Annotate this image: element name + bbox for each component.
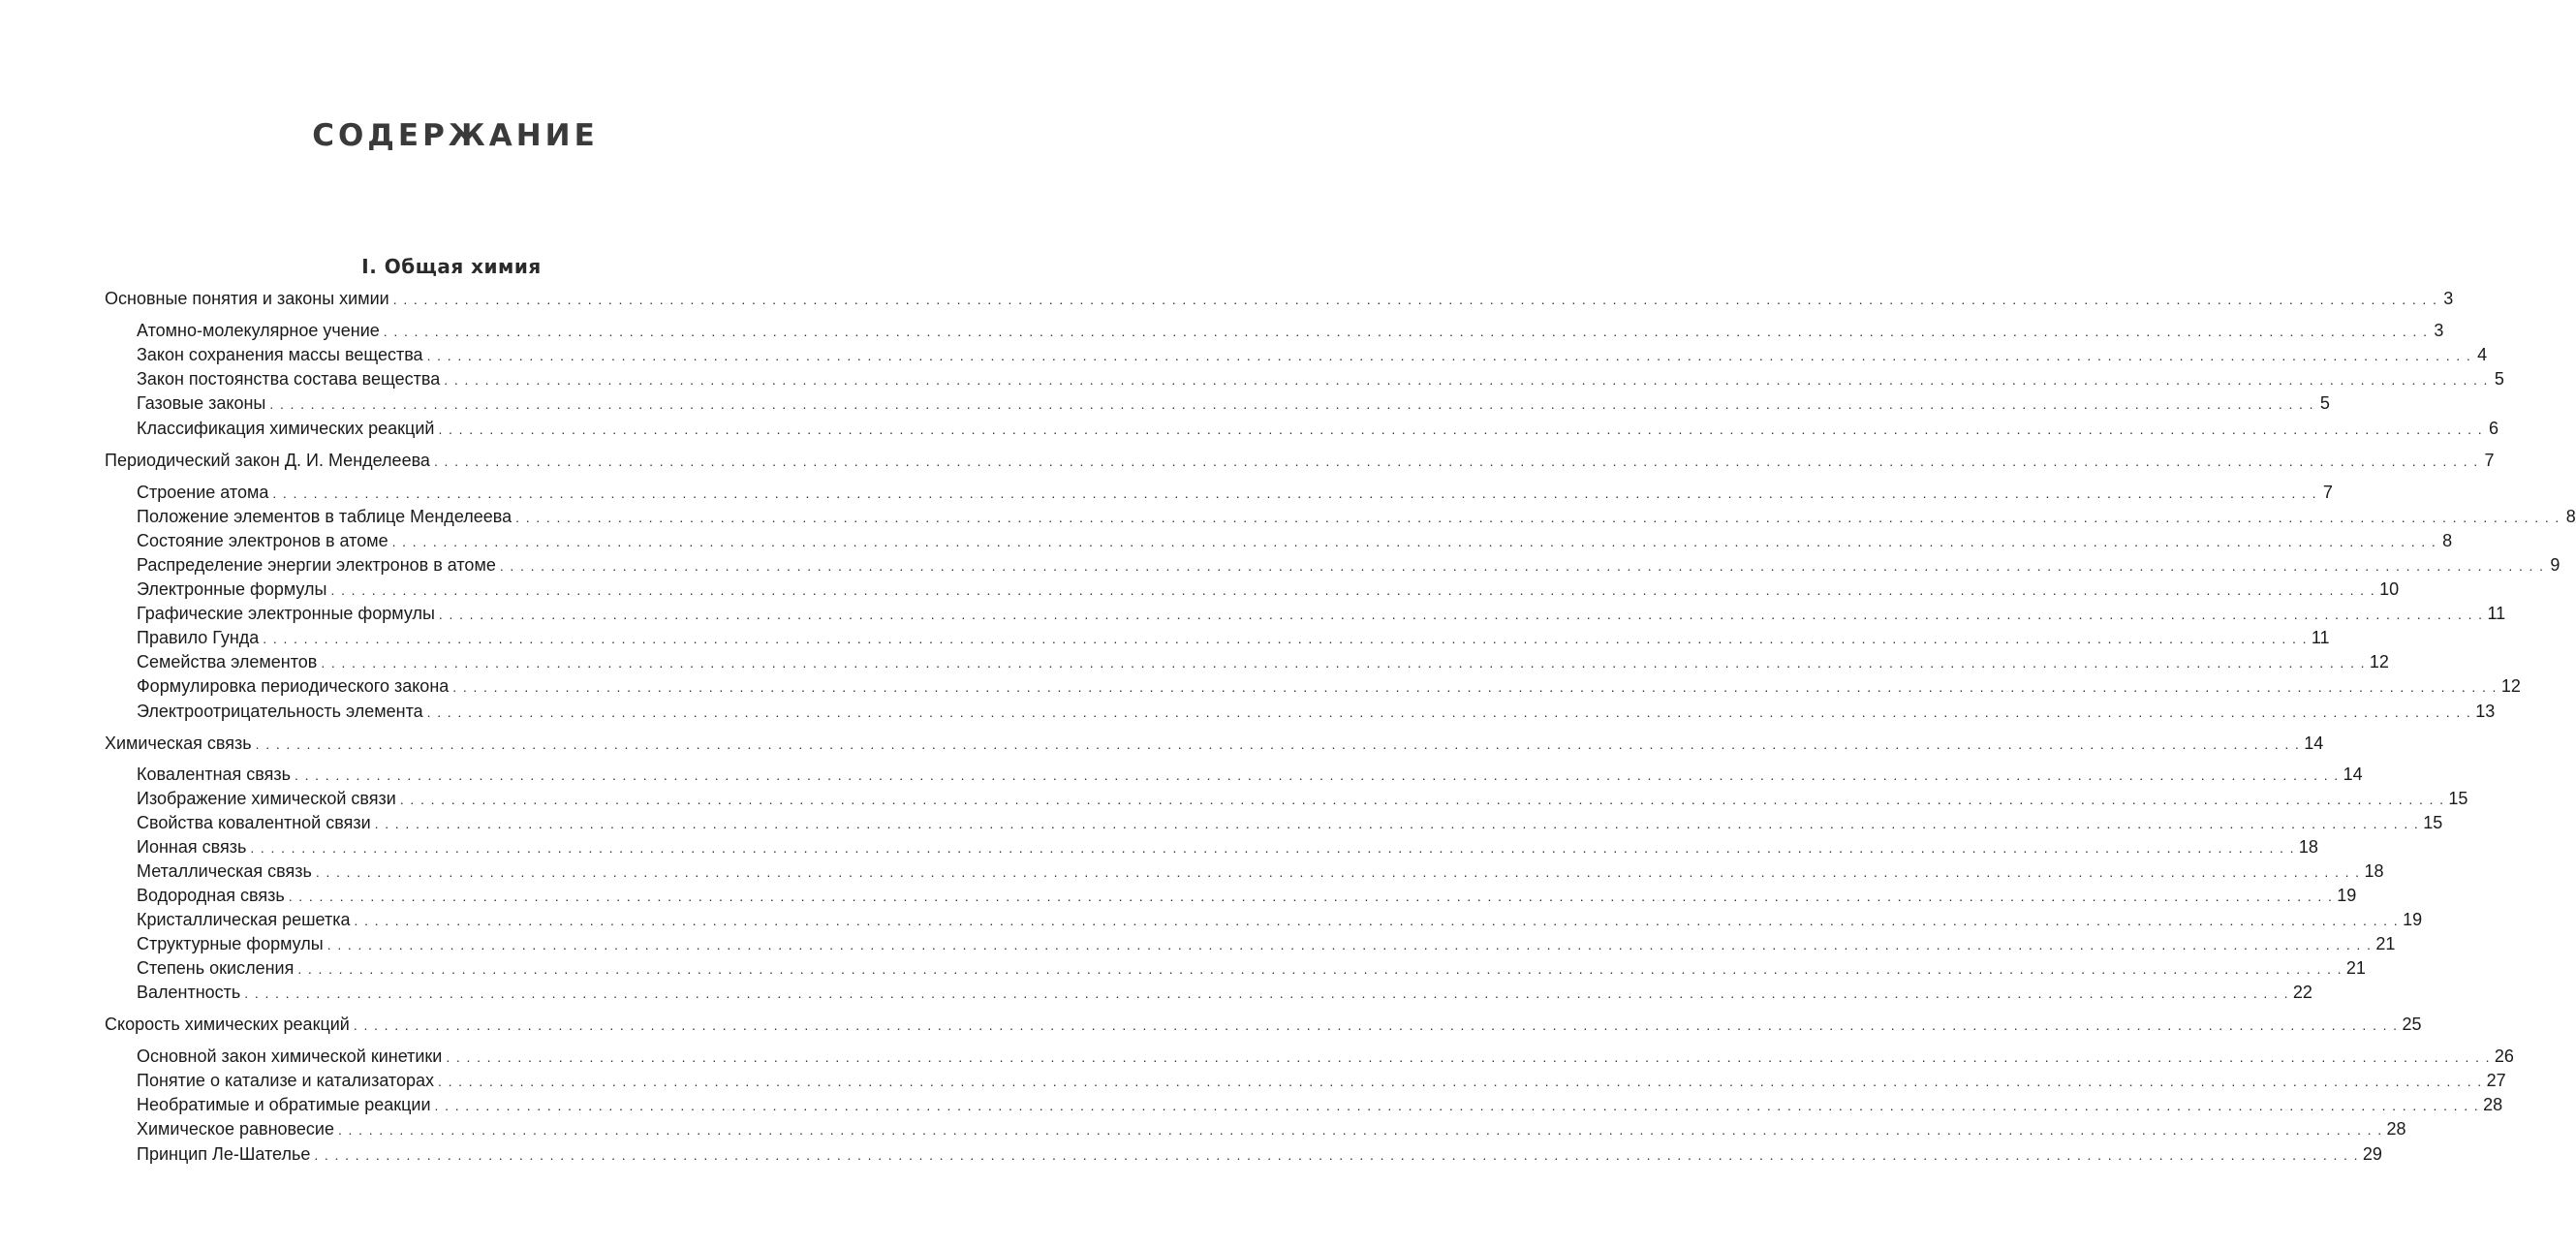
toc-subsection-entry: [137, 932, 2396, 955]
toc-entry-label: Классификация химических реакций: [137, 419, 435, 438]
toc-dot-leader: . . . . . . . . . . . . . . . . . . . . . . . . . . . . . . . . . . . . . . . . . . . . . . . . . . . . . . . . . . . . . . . . . . . . . . . . . . . . . . . . . . . . . . . . . . . . . . . . . . . . . . . . . . . . . . . . . . . . . . . . . . . . . . . . . . . . . . . . . . . . . . . . . . . . . . . . . . . . . . . . . . . . . . . . . . . . . . . . . . . . . . . . . . . . . . . . . . . . . . . .: [321, 655, 2366, 671]
toc-page-number: 3: [2443, 289, 2454, 308]
toc-entry-label: Семейства элементов: [137, 652, 318, 671]
toc-page-number: 9: [2550, 555, 2560, 575]
toc-page-number: 11: [2311, 628, 2330, 647]
toc-subsection-entry: [137, 1142, 2382, 1166]
toc-dot-leader: . . . . . . . . . . . . . . . . . . . . . . . . . . . . . . . . . . . . . . . . . . . . . . . . . . . . . . . . . . . . . . . . . . . . . . . . . . . . . . . . . . . . . . . . . . . . . . . . . . . . . . . . . . . . . . . . . . . . . . . . . . . . . . . . . . . . . . . . . . . . . . . . . . . . . . . . . . . . . . . . . . . . . . . . . . . . . . . . . . . . . . . . . . . . . . . . . . . . . . . .: [250, 840, 2295, 856]
toc-dot-leader: . . . . . . . . . . . . . . . . . . . . . . . . . . . . . . . . . . . . . . . . . . . . . . . . . . . . . . . . . . . . . . . . . . . . . . . . . . . . . . . . . . . . . . . . . . . . . . . . . . . . . . . . . . . . . . . . . . . . . . . . . . . . . . . . . . . . . . . . . . . . . . . . . . . . . . . . . . . . . . . . . . . . . . . . . . . . . . . . . . . . . . . . . . . . . . . . . . . . . . . .: [434, 1098, 2480, 1113]
toc-dot-leader: . . . . . . . . . . . . . . . . . . . . . . . . . . . . . . . . . . . . . . . . . . . . . . . . . . . . . . . . . . . . . . . . . . . . . . . . . . . . . . . . . . . . . . . . . . . . . . . . . . . . . . . . . . . . . . . . . . . . . . . . . . . . . . . . . . . . . . . . . . . . . . . . . . . . . . . . . . . . . . . . . . . . . . . . . . . . . . . . . . . . . . . . . . . . . . . . . . . . . . . .: [499, 558, 2545, 574]
toc-subsection-entry: [137, 319, 2444, 342]
toc-subsection-entry: [137, 1093, 2503, 1116]
toc-page-number: 5: [2494, 369, 2504, 389]
toc-entry-label: Понятие о катализе и катализаторах: [137, 1071, 435, 1090]
toc-page-number: 26: [2494, 1046, 2514, 1066]
toc-chapter-entry: [105, 732, 2324, 755]
toc-subsection-entry: [137, 700, 2496, 723]
toc-dot-leader: . . . . . . . . . . . . . . . . . . . . . . . . . . . . . . . . . . . . . . . . . . . . . . . . . . . . . . . . . . . . . . . . . . . . . . . . . . . . . . . . . . . . . . . . . . . . . . . . . . . . . . . . . . . . . . . . . . . . . . . . . . . . . . . . . . . . . . . . . . . . . . . . . . . . . . . . . . . . . . . . . . . . . . . . . . . . . . . . . . . . . . . . . . . . . . . . . . . . . . . .: [314, 1147, 2359, 1163]
toc-page-number: 10: [2379, 579, 2400, 599]
toc-dot-leader: . . . . . . . . . . . . . . . . . . . . . . . . . . . . . . . . . . . . . . . . . . . . . . . . . . . . . . . . . . . . . . . . . . . . . . . . . . . . . . . . . . . . . . . . . . . . . . . . . . . . . . . . . . . . . . . . . . . . . . . . . . . . . . . . . . . . . . . . . . . . . . . . . . . . . . . . . . . . . . . . . . . . . . . . . . . . . . . . . . . . . . . . . . . . . . . . . . . . . . . .: [337, 1122, 2383, 1138]
toc-page-number: 12: [2369, 652, 2389, 671]
toc-dot-leader: . . . . . . . . . . . . . . . . . . . . . . . . . . . . . . . . . . . . . . . . . . . . . . . . . . . . . . . . . . . . . . . . . . . . . . . . . . . . . . . . . . . . . . . . . . . . . . . . . . . . . . . . . . . . . . . . . . . . . . . . . . . . . . . . . . . . . . . . . . . . . . . . . . . . . . . . . . . . . . . . . . . . . . . . . . . . . . . . . . . . . . . . . . . . . . . . . . . . . . . .: [255, 736, 2301, 752]
toc-entry-label: Ионная связь: [137, 837, 247, 857]
toc-page-number: 13: [2475, 702, 2496, 721]
toc-entry-label: Водородная связь: [137, 886, 285, 905]
toc-dot-leader: . . . . . . . . . . . . . . . . . . . . . . . . . . . . . . . . . . . . . . . . . . . . . . . . . . . . . . . . . . . . . . . . . . . . . . . . . . . . . . . . . . . . . . . . . . . . . . . . . . . . . . . . . . . . . . . . . . . . . . . . . . . . . . . . . . . . . . . . . . . . . . . . . . . . . . . . . . . . . . . . . . . . . . . . . . . . . . . . . . . . . . . . . . . . . . . . . . . . . . . .: [295, 767, 2340, 783]
toc-entry-label: Химическая связь: [105, 734, 252, 753]
toc-dot-leader: . . . . . . . . . . . . . . . . . . . . . . . . . . . . . . . . . . . . . . . . . . . . . . . . . . . . . . . . . . . . . . . . . . . . . . . . . . . . . . . . . . . . . . . . . . . . . . . . . . . . . . . . . . . . . . . . . . . . . . . . . . . . . . . . . . . . . . . . . . . . . . . . . . . . . . . . . . . . . . . . . . . . . . . . . . . . . . . . . . . . . . . . . . . . . . . . . . . . . . . .: [438, 1074, 2483, 1089]
toc-page-number: 18: [2364, 861, 2384, 881]
toc-page-number: 3: [2434, 321, 2444, 340]
toc-entry-label: Газовые законы: [137, 393, 266, 413]
toc-entry-label: Периодический закон Д. И. Менделеева: [105, 451, 430, 470]
toc-page-number: 5: [2319, 393, 2330, 413]
toc-page-number: 25: [2402, 1015, 2422, 1034]
toc-page-number: 19: [2403, 910, 2423, 929]
toc-page-number: 27: [2486, 1071, 2506, 1090]
toc-subsection-entry: [137, 674, 2521, 698]
toc-dot-leader: . . . . . . . . . . . . . . . . . . . . . . . . . . . . . . . . . . . . . . . . . . . . . . . . . . . . . . . . . . . . . . . . . . . . . . . . . . . . . . . . . . . . . . . . . . . . . . . . . . . . . . . . . . . . . . . . . . . . . . . . . . . . . . . . . . . . . . . . . . . . . . . . . . . . . . . . . . . . . . . . . . . . . . . . . . . . . . . . . . . . . . . . . . . . . . . . . . . . . . . .: [426, 348, 2472, 363]
toc-dot-leader: . . . . . . . . . . . . . . . . . . . . . . . . . . . . . . . . . . . . . . . . . . . . . . . . . . . . . . . . . . . . . . . . . . . . . . . . . . . . . . . . . . . . . . . . . . . . . . . . . . . . . . . . . . . . . . . . . . . . . . . . . . . . . . . . . . . . . . . . . . . . . . . . . . . . . . . . . . . . . . . . . . . . . . . . . . . . . . . . . . . . . . . . . . . . . . . . . . . . . . . .: [353, 1017, 2399, 1033]
toc-entry-label: Кристаллическая решетка: [137, 910, 351, 929]
toc-subsection-entry: [137, 811, 2443, 834]
toc-entry-label: Закон сохранения массы вещества: [137, 345, 423, 364]
toc-page-number: 8: [2442, 531, 2453, 550]
toc-subsection-entry: [137, 1069, 2506, 1092]
toc-dot-leader: . . . . . . . . . . . . . . . . . . . . . . . . . . . . . . . . . . . . . . . . . . . . . . . . . . . . . . . . . . . . . . . . . . . . . . . . . . . . . . . . . . . . . . . . . . . . . . . . . . . . . . . . . . . . . . . . . . . . . . . . . . . . . . . . . . . . . . . . . . . . . . . . . . . . . . . . . . . . . . . . . . . . . . . . . . . . . . . . . . . . . . . . . . . . . . . . . . . . . . . .: [326, 937, 2373, 952]
toc-entry-label: Изображение химической связи: [137, 789, 396, 808]
toc-entry-label: Распределение энергии электронов в атоме: [137, 555, 496, 575]
toc-dot-leader: . . . . . . . . . . . . . . . . . . . . . . . . . . . . . . . . . . . . . . . . . . . . . . . . . . . . . . . . . . . . . . . . . . . . . . . . . . . . . . . . . . . . . . . . . . . . . . . . . . . . . . . . . . . . . . . . . . . . . . . . . . . . . . . . . . . . . . . . . . . . . . . . . . . . . . . . . . . . . . . . . . . . . . . . . . . . . . . . . . . . . . . . . . . . . . . . . . . . . . . .: [383, 324, 2429, 339]
toc-dot-leader: . . . . . . . . . . . . . . . . . . . . . . . . . . . . . . . . . . . . . . . . . . . . . . . . . . . . . . . . . . . . . . . . . . . . . . . . . . . . . . . . . . . . . . . . . . . . . . . . . . . . . . . . . . . . . . . . . . . . . . . . . . . . . . . . . . . . . . . . . . . . . . . . . . . . . . . . . . . . . . . . . . . . . . . . . . . . . . . . . . . . . . . . . . . . . . . . . . . . . . . .: [330, 582, 2376, 598]
toc-dot-leader: . . . . . . . . . . . . . . . . . . . . . . . . . . . . . . . . . . . . . . . . . . . . . . . . . . . . . . . . . . . . . . . . . . . . . . . . . . . . . . . . . . . . . . . . . . . . . . . . . . . . . . . . . . . . . . . . . . . . . . . . . . . . . . . . . . . . . . . . . . . . . . . . . . . . . . . . . . . . . . . . . . . . . . . . . . . . . . . . . . . . . . . . . . . . . . . . . . . . . . . .: [444, 372, 2489, 388]
toc-subsection-entry: [137, 1117, 2406, 1140]
toc-subsection-entry: [137, 481, 2333, 504]
toc-chapter-entry: [105, 1013, 2422, 1036]
toc-page-number: 8: [2565, 507, 2576, 526]
toc-dot-leader: . . . . . . . . . . . . . . . . . . . . . . . . . . . . . . . . . . . . . . . . . . . . . . . . . . . . . . . . . . . . . . . . . . . . . . . . . . . . . . . . . . . . . . . . . . . . . . . . . . . . . . . . . . . . . . . . . . . . . . . . . . . . . . . . . . . . . . . . . . . . . . . . . . . . . . . . . . . . . . . . . . . . . . . . . . . . . . . . . . . . . . . . . . . . . . . . . . . . . . . .: [288, 889, 2334, 904]
toc-page-number: 28: [2386, 1119, 2406, 1139]
toc-entry-label: Валентность: [137, 983, 241, 1002]
toc-chapter-entry: [105, 287, 2454, 310]
toc-dot-leader: . . . . . . . . . . . . . . . . . . . . . . . . . . . . . . . . . . . . . . . . . . . . . . . . . . . . . . . . . . . . . . . . . . . . . . . . . . . . . . . . . . . . . . . . . . . . . . . . . . . . . . . . . . . . . . . . . . . . . . . . . . . . . . . . . . . . . . . . . . . . . . . . . . . . . . . . . . . . . . . . . . . . . . . . . . . . . . . . . . . . . . . . . . . . . . . . . . . . . . . .: [515, 510, 2560, 525]
toc-subsection-entry: [137, 391, 2330, 415]
toc-subsection-entry: [137, 835, 2318, 859]
toc-subsection-entry: [137, 626, 2330, 649]
toc-dot-leader: . . . . . . . . . . . . . . . . . . . . . . . . . . . . . . . . . . . . . . . . . . . . . . . . . . . . . . . . . . . . . . . . . . . . . . . . . . . . . . . . . . . . . . . . . . . . . . . . . . . . . . . . . . . . . . . . . . . . . . . . . . . . . . . . . . . . . . . . . . . . . . . . . . . . . . . . . . . . . . . . . . . . . . . . . . . . . . . . . . . . . . . . . . . . . . . . . . . . . . . .: [392, 292, 2438, 307]
toc-page-number: 6: [2489, 419, 2499, 438]
toc-subsection-entry: [137, 908, 2423, 931]
toc-entry-label: Основные понятия и законы химии: [105, 289, 389, 308]
toc-entry-label: Структурные формулы: [137, 934, 324, 953]
toc-chapter-entry: [105, 449, 2495, 472]
toc-subsection-entry: [137, 578, 2400, 601]
toc-dot-leader: . . . . . . . . . . . . . . . . . . . . . . . . . . . . . . . . . . . . . . . . . . . . . . . . . . . . . . . . . . . . . . . . . . . . . . . . . . . . . . . . . . . . . . . . . . . . . . . . . . . . . . . . . . . . . . . . . . . . . . . . . . . . . . . . . . . . . . . . . . . . . . . . . . . . . . . . . . . . . . . . . . . . . . . . . . . . . . . . . . . . . . . . . . . . . . . . . . . . . . . .: [426, 704, 2472, 720]
toc-dot-leader: . . . . . . . . . . . . . . . . . . . . . . . . . . . . . . . . . . . . . . . . . . . . . . . . . . . . . . . . . . . . . . . . . . . . . . . . . . . . . . . . . . . . . . . . . . . . . . . . . . . . . . . . . . . . . . . . . . . . . . . . . . . . . . . . . . . . . . . . . . . . . . . . . . . . . . . . . . . . . . . . . . . . . . . . . . . . . . . . . . . . . . . . . . . . . . . . . . . . . . . .: [315, 864, 2361, 880]
toc-subsection-entry: [137, 553, 2560, 577]
toc-page-number: 19: [2337, 886, 2357, 905]
toc-entry-label: Состояние электронов в атоме: [137, 531, 388, 550]
toc-dot-leader: . . . . . . . . . . . . . . . . . . . . . . . . . . . . . . . . . . . . . . . . . . . . . . . . . . . . . . . . . . . . . . . . . . . . . . . . . . . . . . . . . . . . . . . . . . . . . . . . . . . . . . . . . . . . . . . . . . . . . . . . . . . . . . . . . . . . . . . . . . . . . . . . . . . . . . . . . . . . . . . . . . . . . . . . . . . . . . . . . . . . . . . . . . . . . . . . . . . . . . . .: [452, 679, 2498, 695]
toc-entry-label: Степень окисления: [137, 958, 295, 978]
toc-entry-label: Химическое равновесие: [137, 1119, 334, 1139]
toc-dot-leader: . . . . . . . . . . . . . . . . . . . . . . . . . . . . . . . . . . . . . . . . . . . . . . . . . . . . . . . . . . . . . . . . . . . . . . . . . . . . . . . . . . . . . . . . . . . . . . . . . . . . . . . . . . . . . . . . . . . . . . . . . . . . . . . . . . . . . . . . . . . . . . . . . . . . . . . . . . . . . . . . . . . . . . . . . . . . . . . . . . . . . . . . . . . . . . . . . . . . . . . .: [272, 485, 2317, 501]
toc-dot-leader: . . . . . . . . . . . . . . . . . . . . . . . . . . . . . . . . . . . . . . . . . . . . . . . . . . . . . . . . . . . . . . . . . . . . . . . . . . . . . . . . . . . . . . . . . . . . . . . . . . . . . . . . . . . . . . . . . . . . . . . . . . . . . . . . . . . . . . . . . . . . . . . . . . . . . . . . . . . . . . . . . . . . . . . . . . . . . . . . . . . . . . . . . . . . . . . . . . . . . . . .: [244, 985, 2289, 1001]
toc-dot-leader: . . . . . . . . . . . . . . . . . . . . . . . . . . . . . . . . . . . . . . . . . . . . . . . . . . . . . . . . . . . . . . . . . . . . . . . . . . . . . . . . . . . . . . . . . . . . . . . . . . . . . . . . . . . . . . . . . . . . . . . . . . . . . . . . . . . . . . . . . . . . . . . . . . . . . . . . . . . . . . . . . . . . . . . . . . . . . . . . . . . . . . . . . . . . . . . . . . . . . . . .: [263, 631, 2308, 646]
toc-dot-leader: . . . . . . . . . . . . . . . . . . . . . . . . . . . . . . . . . . . . . . . . . . . . . . . . . . . . . . . . . . . . . . . . . . . . . . . . . . . . . . . . . . . . . . . . . . . . . . . . . . . . . . . . . . . . . . . . . . . . . . . . . . . . . . . . . . . . . . . . . . . . . . . . . . . . . . . . . . . . . . . . . . . . . . . . . . . . . . . . . . . . . . . . . . . . . . . . . . . . . . . .: [433, 453, 2479, 469]
toc-subsection-entry: [137, 529, 2453, 552]
toc-entry-label: Ковалентная связь: [137, 765, 292, 784]
toc-dot-leader: . . . . . . . . . . . . . . . . . . . . . . . . . . . . . . . . . . . . . . . . . . . . . . . . . . . . . . . . . . . . . . . . . . . . . . . . . . . . . . . . . . . . . . . . . . . . . . . . . . . . . . . . . . . . . . . . . . . . . . . . . . . . . . . . . . . . . . . . . . . . . . . . . . . . . . . . . . . . . . . . . . . . . . . . . . . . . . . . . . . . . . . . . . . . . . . . . . . . . . . .: [374, 816, 2420, 831]
toc-subsection-entry: [137, 981, 2312, 1004]
toc-entry-label: Скорость химических реакций: [105, 1015, 350, 1034]
toc-dot-leader: . . . . . . . . . . . . . . . . . . . . . . . . . . . . . . . . . . . . . . . . . . . . . . . . . . . . . . . . . . . . . . . . . . . . . . . . . . . . . . . . . . . . . . . . . . . . . . . . . . . . . . . . . . . . . . . . . . . . . . . . . . . . . . . . . . . . . . . . . . . . . . . . . . . . . . . . . . . . . . . . . . . . . . . . . . . . . . . . . . . . . . . . . . . . . . . . . . . . . . . .: [297, 961, 2343, 977]
toc-dot-leader: . . . . . . . . . . . . . . . . . . . . . . . . . . . . . . . . . . . . . . . . . . . . . . . . . . . . . . . . . . . . . . . . . . . . . . . . . . . . . . . . . . . . . . . . . . . . . . . . . . . . . . . . . . . . . . . . . . . . . . . . . . . . . . . . . . . . . . . . . . . . . . . . . . . . . . . . . . . . . . . . . . . . . . . . . . . . . . . . . . . . . . . . . . . . . . . . . . . . . . . .: [438, 422, 2484, 437]
toc-subsection-entry: [137, 884, 2357, 907]
toc-subsection-entry: [137, 602, 2506, 625]
toc-subsection-entry: [137, 505, 2576, 528]
toc-entry-label: Металлическая связь: [137, 861, 312, 881]
toc-page-number: 28: [2483, 1095, 2503, 1114]
toc-entry-label: Формулировка периодического закона: [137, 676, 450, 696]
toc-dot-leader: . . . . . . . . . . . . . . . . . . . . . . . . . . . . . . . . . . . . . . . . . . . . . . . . . . . . . . . . . . . . . . . . . . . . . . . . . . . . . . . . . . . . . . . . . . . . . . . . . . . . . . . . . . . . . . . . . . . . . . . . . . . . . . . . . . . . . . . . . . . . . . . . . . . . . . . . . . . . . . . . . . . . . . . . . . . . . . . . . . . . . . . . . . . . . . . . . . . . . . . .: [391, 534, 2437, 549]
toc-page-number: 7: [2322, 483, 2333, 502]
toc-entry-label: Электроотрицательность элемента: [137, 702, 423, 721]
toc-subsection-entry: [137, 859, 2384, 883]
toc-page-number: 29: [2362, 1144, 2382, 1164]
toc-dot-leader: . . . . . . . . . . . . . . . . . . . . . . . . . . . . . . . . . . . . . . . . . . . . . . . . . . . . . . . . . . . . . . . . . . . . . . . . . . . . . . . . . . . . . . . . . . . . . . . . . . . . . . . . . . . . . . . . . . . . . . . . . . . . . . . . . . . . . . . . . . . . . . . . . . . . . . . . . . . . . . . . . . . . . . . . . . . . . . . . . . . . . . . . . . . . . . . . . . . . . . . .: [446, 1049, 2491, 1065]
toc-entry-label: Закон постоянства состава вещества: [137, 369, 441, 389]
toc-dot-leader: . . . . . . . . . . . . . . . . . . . . . . . . . . . . . . . . . . . . . . . . . . . . . . . . . . . . . . . . . . . . . . . . . . . . . . . . . . . . . . . . . . . . . . . . . . . . . . . . . . . . . . . . . . . . . . . . . . . . . . . . . . . . . . . . . . . . . . . . . . . . . . . . . . . . . . . . . . . . . . . . . . . . . . . . . . . . . . . . . . . . . . . . . . . . . . . . . . . . . . . .: [269, 396, 2314, 412]
toc-subsection-entry: [137, 650, 2389, 673]
toc-entry-label: Принцип Ле-Шателье: [137, 1144, 311, 1164]
toc-page-number: 11: [2487, 604, 2506, 623]
toc-dot-leader: . . . . . . . . . . . . . . . . . . . . . . . . . . . . . . . . . . . . . . . . . . . . . . . . . . . . . . . . . . . . . . . . . . . . . . . . . . . . . . . . . . . . . . . . . . . . . . . . . . . . . . . . . . . . . . . . . . . . . . . . . . . . . . . . . . . . . . . . . . . . . . . . . . . . . . . . . . . . . . . . . . . . . . . . . . . . . . . . . . . . . . . . . . . . . . . . . . . . . . . .: [399, 792, 2445, 807]
toc-entry-label: Положение элементов в таблице Менделеева: [137, 507, 512, 526]
toc-entry-label: Правило Гунда: [137, 628, 260, 647]
section-title: I. Общая химия: [361, 255, 542, 278]
toc-subsection-entry: [137, 1045, 2514, 1068]
toc-subsection-entry: [137, 763, 2363, 786]
toc-entry-label: Основной закон химической кинетики: [137, 1046, 443, 1066]
toc-page-number: 21: [2375, 934, 2396, 953]
toc-subsection-entry: [137, 417, 2499, 440]
toc-page-number: 4: [2477, 345, 2488, 364]
toc-subsection-entry: [137, 787, 2468, 810]
toc-entry-label: Строение атома: [137, 483, 269, 502]
toc-page-number: 22: [2292, 983, 2312, 1002]
toc-page-number: 14: [2304, 734, 2324, 753]
toc-entry-label: Атомно-молекулярное учение: [137, 321, 380, 340]
toc-subsection-entry: [137, 956, 2366, 980]
toc-subsection-entry: [137, 367, 2504, 390]
toc-page-number: 21: [2345, 958, 2366, 978]
toc-dot-leader: . . . . . . . . . . . . . . . . . . . . . . . . . . . . . . . . . . . . . . . . . . . . . . . . . . . . . . . . . . . . . . . . . . . . . . . . . . . . . . . . . . . . . . . . . . . . . . . . . . . . . . . . . . . . . . . . . . . . . . . . . . . . . . . . . . . . . . . . . . . . . . . . . . . . . . . . . . . . . . . . . . . . . . . . . . . . . . . . . . . . . . . . . . . . . . . . . . . . . . . .: [438, 607, 2484, 622]
toc-entry-label: Свойства ковалентной связи: [137, 813, 371, 832]
toc-entry-label: Электронные формулы: [137, 579, 327, 599]
toc-page-number: 14: [2343, 765, 2363, 784]
toc-entry-label: Графические электронные формулы: [137, 604, 435, 623]
toc-page-number: 15: [2448, 789, 2468, 808]
toc-page-number: 15: [2423, 813, 2443, 832]
toc-page-number: 7: [2484, 451, 2495, 470]
toc-page-number: 18: [2298, 837, 2318, 857]
page-title: СОДЕРЖАНИЕ: [312, 118, 599, 153]
toc-dot-leader: . . . . . . . . . . . . . . . . . . . . . . . . . . . . . . . . . . . . . . . . . . . . . . . . . . . . . . . . . . . . . . . . . . . . . . . . . . . . . . . . . . . . . . . . . . . . . . . . . . . . . . . . . . . . . . . . . . . . . . . . . . . . . . . . . . . . . . . . . . . . . . . . . . . . . . . . . . . . . . . . . . . . . . . . . . . . . . . . . . . . . . . . . . . . . . . . . . . . . . . .: [354, 913, 2400, 928]
toc-subsection-entry: [137, 343, 2488, 366]
toc-entry-label: Необратимые и обратимые реакции: [137, 1095, 431, 1114]
toc-page-number: 12: [2500, 676, 2521, 696]
